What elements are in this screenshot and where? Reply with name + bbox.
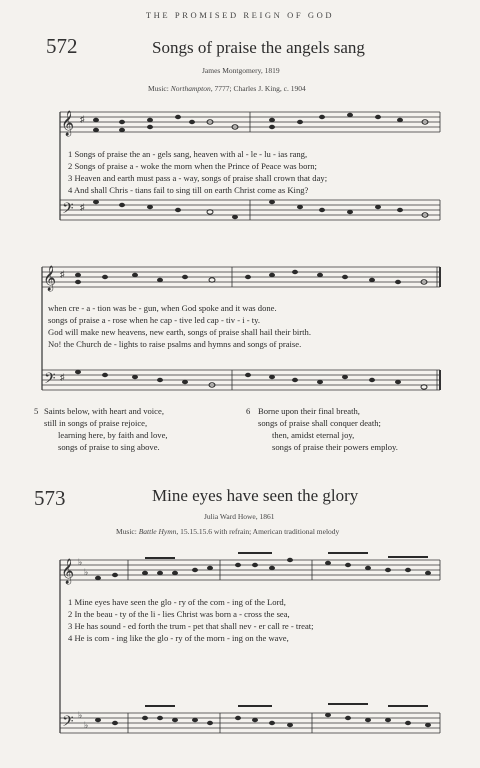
stanza-line: songs of praise to sing above.: [58, 442, 160, 452]
hymn-title: Songs of praise the angels sang: [152, 38, 365, 57]
stanza-number: 5: [34, 406, 39, 416]
music-prefix: Music:: [116, 527, 139, 536]
lyric-line: 3 Heaven and earth must pass a - way, songs of praise shall crown that day;: [68, 173, 328, 183]
svg-text:𝄢: 𝄢: [62, 713, 74, 733]
lyric-line: 1 Mine eyes have seen the glo - ry of the com - ing of the Lord,: [68, 597, 286, 607]
svg-text:♯: ♯: [80, 202, 85, 212]
svg-text:♯: ♯: [60, 269, 65, 279]
stanza-line: then, amidst eternal joy,: [272, 430, 355, 440]
svg-text:♭: ♭: [78, 557, 83, 567]
svg-text:𝄢: 𝄢: [62, 200, 74, 220]
stanza-line: Saints below, with heart and voice,: [44, 406, 164, 416]
lyric-line: God will make new heavens, new earth, songs of praise shall hail their birth.: [48, 327, 311, 337]
svg-text:♭: ♭: [84, 567, 89, 577]
svg-text:♭: ♭: [84, 720, 89, 730]
lyric-line: 4 And shall Chris - tians fail to sing till on earth Christ come as King?: [68, 185, 309, 195]
lyric-line: 2 Songs of praise a - woke the morn when the Prince of Peace was born;: [68, 161, 317, 171]
running-head: THE PROMISED REIGN OF GOD: [145, 10, 335, 20]
lyric-line: No! the Church de - lights to raise psalms and hymns and songs of praise.: [48, 339, 302, 349]
svg-text:♭: ♭: [78, 710, 83, 720]
svg-text:𝄞: 𝄞: [61, 110, 75, 135]
lyric-line: 1 Songs of praise the an - gels sang, heaven with al - le - lu - ias rang,: [68, 149, 308, 159]
tune-name: Northampton: [170, 84, 211, 93]
music-credit: [116, 527, 339, 536]
svg-text:♯: ♯: [60, 372, 65, 382]
stanza-line: still in songs of praise rejoice,: [44, 418, 148, 428]
hymn-author: James Montgomery, 1819: [202, 66, 280, 75]
music-suffix: , 7777; Charles J. King, c. 1904: [210, 84, 306, 93]
stanza-number: 6: [246, 406, 251, 416]
music-credit: [148, 84, 306, 93]
music-suffix: , 15.15.15.6 with refrain; American traditional melody: [176, 527, 340, 536]
stanza-line: songs of praise their powers employ.: [272, 442, 398, 452]
tune-name: Battle Hymn: [138, 527, 177, 536]
lyric-line: 3 He has sound - ed forth the trum - pet that shall nev - er call re - treat;: [68, 621, 314, 631]
lyric-line: songs of praise a - rose when he cap - tive led cap - tiv - i - ty.: [48, 315, 261, 325]
hymn-number: 572: [46, 34, 78, 58]
music-prefix: Music:: [148, 84, 171, 93]
svg-text:𝄢: 𝄢: [44, 370, 56, 390]
stanza-line: learning here, by faith and love,: [58, 430, 168, 440]
lyric-line: 2 In the beau - ty of the li - lies Christ was born a - cross the sea,: [68, 609, 290, 619]
hymn-573-system-1-score: [0, 548, 480, 758]
lyric-line: 4 He is com - ing like the glo - ry of the morn - ing on the wave,: [68, 633, 289, 643]
svg-text:♯: ♯: [80, 114, 85, 124]
hymn-title: Mine eyes have seen the glory: [152, 486, 359, 505]
stanza-line: songs of praise shall conquer death;: [258, 418, 381, 428]
svg-text:𝄞: 𝄞: [61, 558, 75, 583]
hymn-number: 573: [34, 486, 66, 510]
lyric-line: when cre - a - tion was be - gun, when God spoke and it was done.: [48, 303, 277, 313]
svg-text:𝄞: 𝄞: [43, 265, 57, 290]
hymn-author: Julia Ward Howe, 1861: [204, 512, 275, 521]
hymn-572-system-2-score: [0, 255, 480, 395]
stanza-line: Borne upon their final breath,: [258, 406, 360, 416]
